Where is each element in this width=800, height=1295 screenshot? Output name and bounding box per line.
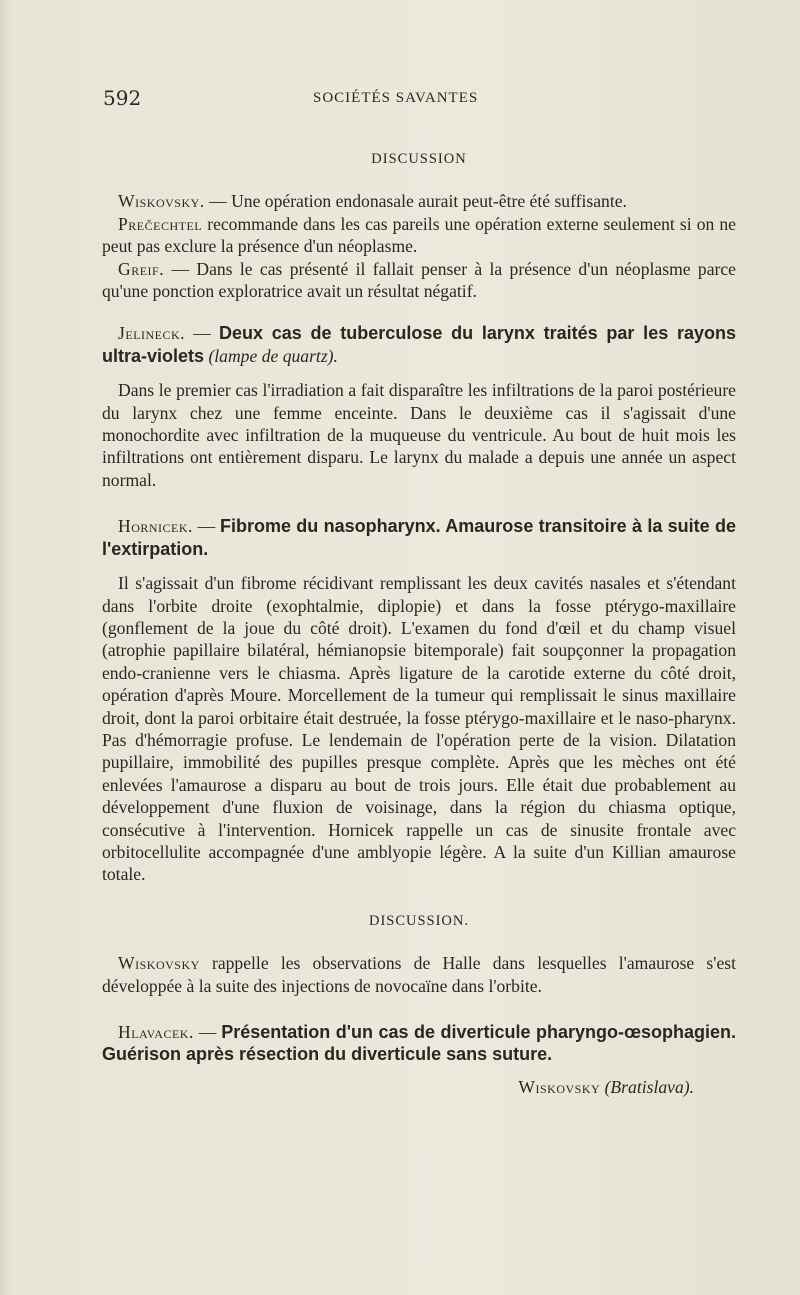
article-title: Fibrome du nasopharynx. Amaurose transitoire à la suite de l'extirpation.: [102, 516, 736, 559]
article-title: Deux cas de tuberculose du larynx traités par les rayons ultra-violets: [102, 323, 736, 366]
dash: —: [185, 323, 219, 344]
running-title: SOCIÉTÉS SAVANTES: [313, 90, 479, 106]
author-name: Hornicek.: [118, 516, 193, 537]
paragraph-text: rappelle les observations de Halle dans lesquelles l'amaurose s'est développée à la suite des injections de novocaïne dans l'orbite.: [102, 953, 736, 996]
article-body: Dans le premier cas l'irradiation a fait disparaître les infiltrations de la paroi postérieure du larynx chez une femme enceinte. Dans le deuxième cas il s'agissait d'une monochordite avec infiltration de la muqueuse du ventricule. Au bout de huit mois les infiltrations ont entièrement disparu. Le larynx du malade a depuis une année un aspect normal.: [102, 380, 736, 490]
author-name: Jelineck.: [118, 323, 186, 344]
article-subtitle: (lampe de quartz).: [208, 345, 338, 366]
page-body: [102, 148, 736, 1098]
dash: —: [193, 1022, 222, 1042]
discussion-paragraph: [102, 213, 736, 258]
signature-name: Wiskovsky: [518, 1076, 601, 1097]
discussion-paragraph: [102, 258, 736, 303]
signature-place: (Bratislava).: [604, 1076, 694, 1097]
discussion-heading: DISCUSSION.: [368, 912, 470, 929]
paragraph-text: recommande dans les cas pareils une opération externe seulement si on ne peut pas exclure la présence d'un néoplasme.: [102, 213, 736, 257]
discussion-paragraph: [102, 952, 736, 997]
speaker-name: Wiskovsky.: [118, 191, 205, 212]
page-number: 592: [103, 86, 142, 110]
article-heading: [102, 322, 736, 367]
discussion-heading: DISCUSSION: [371, 151, 467, 167]
speaker-name: Wiskovsky: [118, 953, 200, 974]
paragraph-text: — Une opération endonasale aurait peut-être été suffisante.: [204, 191, 627, 212]
paragraph-text: — Dans le cas présenté il fallait penser à la présence d'un néoplasme parce qu'une ponction exploratrice avait un résultat négatif.: [102, 258, 736, 302]
speaker-name: Greif.: [118, 258, 165, 279]
discussion-paragraph: [102, 190, 736, 212]
speaker-name: Prečechtel: [118, 213, 203, 234]
article-heading: [102, 515, 736, 560]
article-heading: [102, 1021, 736, 1066]
page-header: [103, 86, 723, 114]
article-title: Présentation d'un cas de diverticule pharyngo-œsophagien. Guérison après résection du diverticule sans suture.: [102, 1022, 736, 1065]
article-body: Il s'agissait d'un fibrome récidivant remplissant les deux cavités nasales et s'étendant dans l'orbite droite (exophtalmie, diplopie) et dans la fosse ptérygo-maxillaire (gonflement de la joue du côté droit). L'examen du fond d'œil et du champ visuel (atrophie papillaire bilatéral, hémianopsie bitemporale) fait soupçonner la propagation endo-cranienne vers le chiasma. Après ligature de la carotide externe du côté droit, opération d'après Moure. Morcellement de la tumeur qui remplissait le sinus maxillaire droit, dont la paroi orbitaire était destruée, la fosse ptérygo-maxillaire et le naso-pharynx. Pas d'hémorragie profuse. Le lendemain de l'opération perte de la vision. Dilatation pupillaire, immobilité des pupilles presque complète. Après que les mèches ont été enlevées l'amaurose a disparu au bout de trois jours. Elle était due probablement au développement d'une fluxion de voisinage, dans la région du chiasma optique, consécutive à l'intervention. Hornicek rappelle un cas de sinusite frontale avec orbitocellulite accompagnée d'une amblyopie légère. A la suite d'un Killian amaurose totale.: [102, 573, 736, 885]
author-name: Hlavacek.: [118, 1022, 194, 1042]
dash: —: [192, 516, 220, 537]
signature: [102, 1076, 736, 1098]
